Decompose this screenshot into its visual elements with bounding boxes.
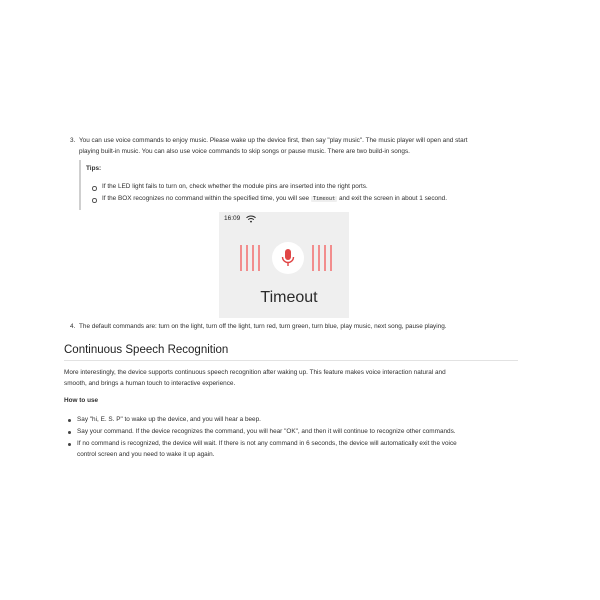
microphone-icon xyxy=(272,242,304,274)
tip-item-1: If the LED light fails to turn on, check whether the module pins are inserted into the right ports. xyxy=(102,183,368,190)
microphone-button[interactable] xyxy=(272,242,304,274)
document-page xyxy=(64,0,518,600)
step-3-line-2: playing built-in music. You can also use voice commands to skip songs or pause music. There are two build-in songs. xyxy=(79,148,410,155)
status-time: 16:09 xyxy=(224,215,241,222)
step-3-number: 3. xyxy=(70,137,76,144)
step-4-text: The default commands are: turn on the light, turn off the light, turn red, turn green, turn blue, play music, next song, pause playing. xyxy=(79,323,447,330)
tip-item-2-text-after: and exit the screen in about 1 second. xyxy=(338,195,447,202)
sound-wave-left xyxy=(240,245,270,271)
how-to-use-heading: How to use xyxy=(64,397,99,404)
wave-bar xyxy=(330,245,332,271)
tip-bullet-1 xyxy=(92,186,97,191)
section-paragraph-line-1: More interestingly, the device supports continuous speech recognition after waking up. This feature makes voice interaction natural and xyxy=(64,369,446,376)
tips-left-border xyxy=(79,160,81,210)
bullet-3-text-line-2: control screen and you need to wake it up again. xyxy=(77,451,215,458)
tips-title: Tips: xyxy=(86,165,102,172)
section-heading: Continuous Speech Recognition xyxy=(64,344,229,356)
wave-bar xyxy=(240,245,242,271)
tip-item-2 xyxy=(102,194,447,205)
bullet-3-text-line-1: If no command is recognized, the device will wait. If there is not any command in 6 seconds, the device will automatically exit the voice xyxy=(77,440,457,447)
wave-bar xyxy=(324,245,326,271)
wave-bar xyxy=(258,245,260,271)
wave-bar xyxy=(312,245,314,271)
wifi-icon xyxy=(246,215,256,223)
step-4-number: 4. xyxy=(70,323,76,330)
timeout-screenshot xyxy=(219,212,349,318)
wave-bar xyxy=(246,245,248,271)
wave-bar xyxy=(252,245,254,271)
timeout-label: Timeout xyxy=(260,289,318,306)
sound-wave-right xyxy=(312,245,342,271)
step-3-line-1: You can use voice commands to enjoy music. Please wake up the device first, then say "play music". The music player will open and start xyxy=(79,137,468,144)
bullet-1-text: Say "hi, E. S. P" to wake up the device, and you will hear a beep. xyxy=(77,416,261,423)
heading-divider xyxy=(64,360,518,361)
bullet-1 xyxy=(68,419,71,422)
tip-item-2-text-before: If the BOX recognizes no command within the specified time, you will see xyxy=(102,195,310,202)
bullet-3 xyxy=(68,443,71,446)
bullet-2-text: Say your command. If the device recognizes the command, you will hear "OK", and then it will continue to recognize other commands. xyxy=(77,428,456,435)
section-paragraph-line-2: smooth, and brings a human touch to interactive experience. xyxy=(64,380,236,387)
tip-bullet-2 xyxy=(92,198,97,203)
timeout-code: Timeout xyxy=(312,196,336,202)
bullet-2 xyxy=(68,431,71,434)
wave-bar xyxy=(318,245,320,271)
